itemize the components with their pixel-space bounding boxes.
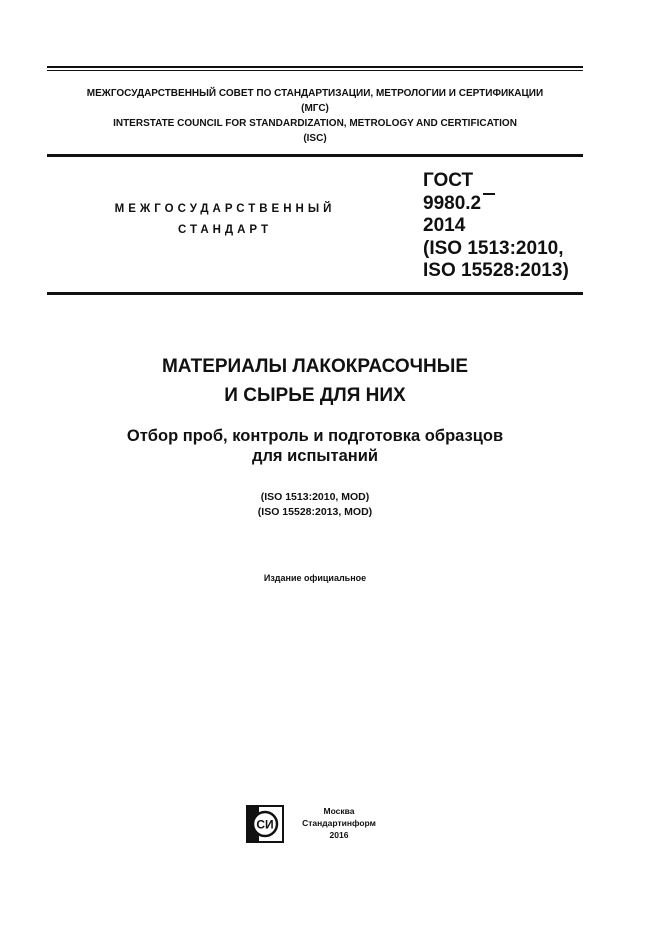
standartinform-logo <box>246 805 284 843</box>
council-header <box>47 86 583 146</box>
publisher-year: 2016 <box>329 830 349 840</box>
logo-lettering: СИ <box>256 817 274 832</box>
council-abbr-ru: (МГС) <box>301 103 329 114</box>
iso-reference-1: (ISO 1513:2010, MOD) <box>260 491 370 503</box>
gost-number: 9980.2 <box>423 192 482 214</box>
document-subtitle <box>47 426 583 466</box>
subtitle-line2: для испытаний <box>251 447 379 465</box>
top-rule-thin <box>47 66 583 68</box>
standard-type-line2: СТАНДАРТ <box>178 224 272 236</box>
iso-reference-2: (ISO 15528:2013, MOD) <box>257 506 373 518</box>
iso-ref-2: ISO 15528:2013) <box>423 260 569 281</box>
title-line1: МАТЕРИАЛЫ ЛАКОКРАСОЧНЫЕ <box>161 356 469 377</box>
designation-divider <box>47 292 583 295</box>
publisher-city: Москва <box>323 806 355 816</box>
council-abbr-en: (ISC) <box>303 133 327 144</box>
iso-ref-1: (ISO 1513:2010, <box>423 237 564 259</box>
publisher-name: Стандартинформ <box>302 818 376 828</box>
council-name-en: INTERSTATE COUNCIL FOR STANDARDIZATION, METROLOGY AND CERTIFICATION <box>113 118 517 129</box>
publisher-block <box>292 805 386 841</box>
top-rule-thick <box>47 70 583 71</box>
standard-type-line1: МЕЖГОСУДАРСТВЕННЫЙ <box>114 203 336 215</box>
header-divider <box>47 154 583 157</box>
subtitle-line1: Отбор проб, контроль и подготовка образцов <box>126 427 504 445</box>
gost-designation <box>423 170 569 283</box>
gost-label: ГОСТ <box>423 170 474 191</box>
council-name-ru: МЕЖГОСУДАРСТВЕННЫЙ СОВЕТ ПО СТАНДАРТИЗАЦИИ, МЕТРОЛОГИИ И СЕРТИФИКАЦИИ <box>86 88 544 99</box>
title-line2: И СЫРЬЕ ДЛЯ НИХ <box>224 385 406 406</box>
gost-year: 2014 <box>423 215 466 236</box>
iso-references <box>47 490 583 520</box>
standard-type-label <box>90 199 360 241</box>
document-title <box>47 352 583 410</box>
edition-label: Издание официальное <box>263 573 367 583</box>
designation-dash <box>483 193 495 195</box>
